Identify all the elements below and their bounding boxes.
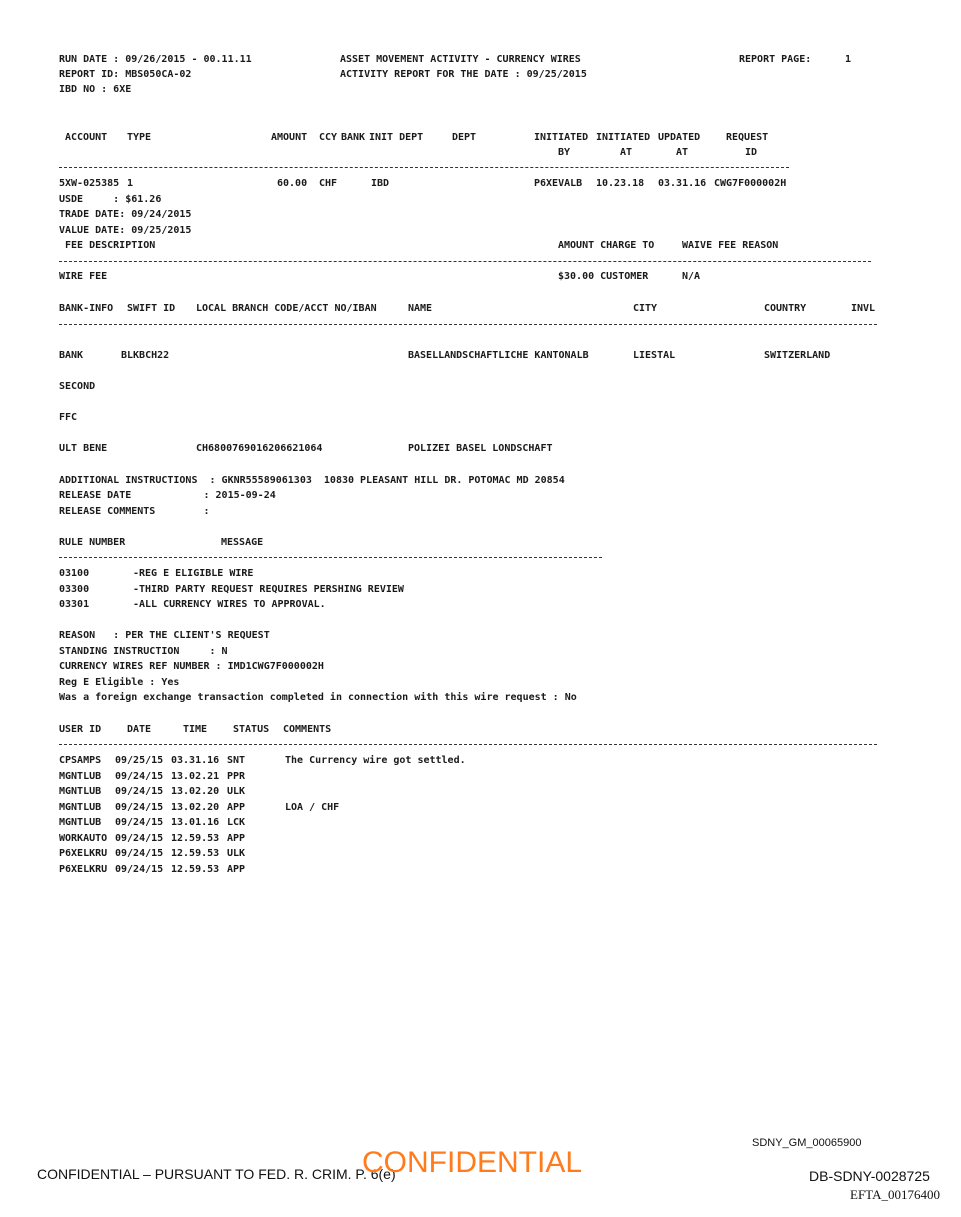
log-user: WORKAUTO bbox=[59, 833, 108, 844]
col-initiated-by: INITIATED bbox=[534, 132, 589, 143]
usde-amount: USDE : $61.26 bbox=[59, 194, 162, 205]
account-type: 1 bbox=[127, 178, 134, 189]
col-at-1: AT bbox=[620, 147, 633, 158]
confidential-notice: CONFIDENTIAL – PURSUANT TO FED. R. CRIM. P. 6(e) bbox=[37, 1166, 396, 1182]
rule-message: -REG E ELIGIBLE WIRE bbox=[133, 568, 254, 579]
bank-name: BASELLANDSCHAFTLICHE KANTONALB bbox=[408, 350, 589, 361]
log-status: SNT bbox=[227, 755, 246, 766]
log-user: P6XELKRU bbox=[59, 864, 108, 875]
message-header: MESSAGE bbox=[221, 537, 264, 548]
report-page-number: 1 bbox=[845, 54, 852, 65]
rule-number: 03300 bbox=[59, 584, 90, 595]
fee-amount: $30.00 CUSTOMER bbox=[558, 271, 649, 282]
log-date: 09/24/15 bbox=[115, 864, 164, 875]
col-dept: DEPT bbox=[452, 132, 477, 143]
local-branch-header: LOCAL BRANCH CODE/ACCT NO/IBAN bbox=[196, 303, 377, 314]
col-at-2: AT bbox=[676, 147, 689, 158]
log-time: 13.02.20 bbox=[171, 802, 220, 813]
log-status: APP bbox=[227, 802, 246, 813]
log-comment: The Currency wire got settled. bbox=[285, 755, 466, 766]
bank-swift: BLKBCH22 bbox=[121, 350, 170, 361]
rule-number: 03100 bbox=[59, 568, 90, 579]
amount: 60.00 bbox=[277, 178, 308, 189]
reason: REASON : PER THE CLIENT'S REQUEST bbox=[59, 630, 270, 641]
divider bbox=[59, 744, 877, 745]
ffc-label: FFC bbox=[59, 412, 78, 423]
log-time: 13.02.20 bbox=[171, 786, 220, 797]
col-id: ID bbox=[745, 147, 758, 158]
updated-at: 03.31.16 bbox=[658, 178, 707, 189]
fee-amount-header: AMOUNT CHARGE TO bbox=[558, 240, 655, 251]
user-id-header: USER ID bbox=[59, 724, 102, 735]
log-status: APP bbox=[227, 864, 246, 875]
log-date: 09/24/15 bbox=[115, 817, 164, 828]
log-time: 03.31.16 bbox=[171, 755, 220, 766]
divider bbox=[59, 324, 877, 325]
log-status: PPR bbox=[227, 771, 246, 782]
divider bbox=[59, 167, 789, 168]
trade-date: TRADE DATE: 09/24/2015 bbox=[59, 209, 192, 220]
col-ccy: CCY bbox=[319, 132, 338, 143]
fee-description: WIRE FEE bbox=[59, 271, 108, 282]
city-header: CITY bbox=[633, 303, 658, 314]
fee-waive-reason: N/A bbox=[682, 271, 701, 282]
col-init-dept: INIT DEPT bbox=[369, 132, 424, 143]
col-amount: AMOUNT bbox=[271, 132, 308, 143]
request-id: CWG7F000002H bbox=[714, 178, 787, 189]
col-by: BY bbox=[558, 147, 571, 158]
name-header: NAME bbox=[408, 303, 433, 314]
log-user: MGNTLUB bbox=[59, 802, 102, 813]
bates-sdny-gm: SDNY_GM_00065900 bbox=[752, 1137, 862, 1149]
divider bbox=[59, 261, 871, 262]
second-label: SECOND bbox=[59, 381, 96, 392]
release-comments: RELEASE COMMENTS : bbox=[59, 506, 210, 517]
currency: CHF bbox=[319, 178, 338, 189]
log-user: P6XELKRU bbox=[59, 848, 108, 859]
log-date: 09/24/15 bbox=[115, 771, 164, 782]
country-header: COUNTRY bbox=[764, 303, 807, 314]
col-account: ACCOUNT bbox=[65, 132, 108, 143]
comments-header: COMMENTS bbox=[283, 724, 332, 735]
swift-id-header: SWIFT ID bbox=[127, 303, 176, 314]
fee-waive-header: WAIVE FEE REASON bbox=[682, 240, 779, 251]
log-user: CPSAMPS bbox=[59, 755, 102, 766]
divider bbox=[59, 557, 602, 558]
initiated-at: 10.23.18 bbox=[596, 178, 645, 189]
log-status: ULK bbox=[227, 786, 246, 797]
rule-number: 03301 bbox=[59, 599, 90, 610]
ult-bene-label: ULT BENE bbox=[59, 443, 108, 454]
bankinfo-header: BANK-INFO bbox=[59, 303, 114, 314]
fx-question: Was a foreign exchange transaction completed in connection with this wire request : No bbox=[59, 692, 577, 703]
rule-message: -ALL CURRENCY WIRES TO APPROVAL. bbox=[133, 599, 326, 610]
report-page-label: REPORT PAGE: bbox=[739, 54, 812, 65]
initiated-by: P6XEVALB bbox=[534, 178, 583, 189]
rule-number-header: RULE NUMBER bbox=[59, 537, 126, 548]
status-header: STATUS bbox=[233, 724, 270, 735]
log-date: 09/25/15 bbox=[115, 755, 164, 766]
col-initiated-at: INITIATED bbox=[596, 132, 651, 143]
ult-bene-iban: CH6800769016206621064 bbox=[196, 443, 323, 454]
ult-bene-name: POLIZEI BASEL LONDSCHAFT bbox=[408, 443, 553, 454]
value-date: VALUE DATE: 09/25/2015 bbox=[59, 225, 192, 236]
log-date: 09/24/15 bbox=[115, 786, 164, 797]
col-type: TYPE bbox=[127, 132, 152, 143]
standing-instruction: STANDING INSTRUCTION : N bbox=[59, 646, 228, 657]
log-user: MGNTLUB bbox=[59, 786, 102, 797]
bates-db-sdny: DB-SDNY-0028725 bbox=[809, 1168, 930, 1184]
fee-description-header: FEE DESCRIPTION bbox=[65, 240, 156, 251]
bates-efta: EFTA_00176400 bbox=[850, 1187, 940, 1202]
report-title: ASSET MOVEMENT ACTIVITY - CURRENCY WIRES bbox=[340, 54, 581, 65]
log-time: 13.02.21 bbox=[171, 771, 220, 782]
release-date: RELEASE DATE : 2015-09-24 bbox=[59, 490, 276, 501]
ibd-number: IBD NO : 6XE bbox=[59, 84, 132, 95]
run-date: RUN DATE : 09/26/2015 - 00.11.11 bbox=[59, 54, 252, 65]
bank-city: LIESTAL bbox=[633, 350, 676, 361]
log-comment: LOA / CHF bbox=[285, 802, 340, 813]
log-date: 09/24/15 bbox=[115, 833, 164, 844]
log-user: MGNTLUB bbox=[59, 771, 102, 782]
date-header: DATE bbox=[127, 724, 152, 735]
log-status: LCK bbox=[227, 817, 246, 828]
col-bank: BANK bbox=[341, 132, 366, 143]
activity-date: ACTIVITY REPORT FOR THE DATE : 09/25/2015 bbox=[340, 69, 587, 80]
col-request: REQUEST bbox=[726, 132, 769, 143]
log-time: 12.59.53 bbox=[171, 848, 220, 859]
log-time: 13.01.16 bbox=[171, 817, 220, 828]
col-updated: UPDATED bbox=[658, 132, 701, 143]
log-date: 09/24/15 bbox=[115, 848, 164, 859]
log-status: ULK bbox=[227, 848, 246, 859]
log-date: 09/24/15 bbox=[115, 802, 164, 813]
init-dept: IBD bbox=[371, 178, 390, 189]
report-id: REPORT ID: MBS050CA-02 bbox=[59, 69, 192, 80]
bank-label: BANK bbox=[59, 350, 84, 361]
invl-header: INVL bbox=[851, 303, 876, 314]
rule-message: -THIRD PARTY REQUEST REQUIRES PERSHING REVIEW bbox=[133, 584, 404, 595]
ref-number: CURRENCY WIRES REF NUMBER : IMD1CWG7F000002H bbox=[59, 661, 324, 672]
confidential-stamp: CONFIDENTIAL bbox=[362, 1146, 583, 1179]
log-time: 12.59.53 bbox=[171, 833, 220, 844]
reg-e-eligible: Reg E Eligible : Yes bbox=[59, 677, 180, 688]
log-user: MGNTLUB bbox=[59, 817, 102, 828]
log-status: APP bbox=[227, 833, 246, 844]
time-header: TIME bbox=[183, 724, 208, 735]
additional-instructions: ADDITIONAL INSTRUCTIONS : GKNR55589061303 10830 PLEASANT HILL DR. POTOMAC MD 20854 bbox=[59, 475, 565, 486]
log-time: 12.59.53 bbox=[171, 864, 220, 875]
bank-country: SWITZERLAND bbox=[764, 350, 831, 361]
account-number: 5XW-025385 bbox=[59, 178, 120, 189]
